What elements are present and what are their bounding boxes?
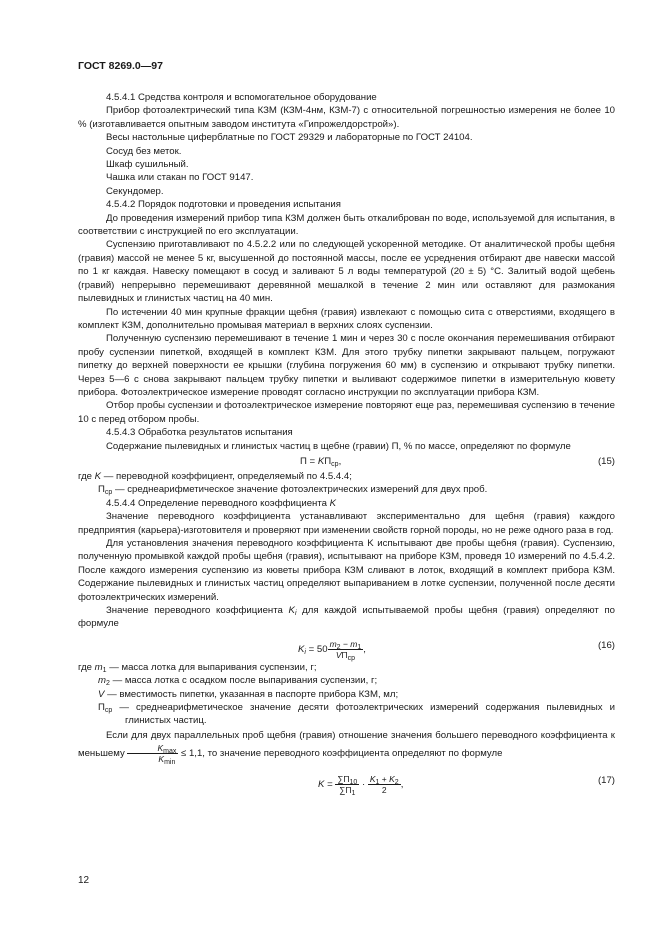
where-item: $П_{ср}$ — среднеарифметическое значение десяти фотоэлектрических измерений содержания пылевидных и глинистых частиц. [98,702,615,727]
formula-16-expression: $K_i = 50$ $\frac{m_2 - m_1}{VП_{ср}}$ , [298,638,366,662]
paragraph: Отбор пробы суспензии и фотоэлектрическое измерение повторяют еще раз, перемешивая суспензию в течение 10 с перед отбором пробы. [78,400,615,425]
formula-number: (16) [597,639,615,651]
formula-15-expression: $П = KП_{ср}$, [300,455,342,468]
where-item: V — вместимость пипетки, указанная в паспорте прибора КЗМ, мл; [98,688,399,700]
paragraph: 4.5.4.1 Средства контроля и вспомогательное оборудование [106,92,377,103]
where-item: где K — переводной коэффициент, определяемый по 4.5.4.4; [78,470,352,482]
formula-17 [78,764,615,798]
paragraph: Шкаф сушильный. [106,159,189,171]
where-item: $m_2$ — масса лотка с осадком после выпаривания суспензии, г; [98,675,378,688]
where-item: $П_{ср}$ — среднеарифметическое значение фотоэлектрических измерений для двух проб. [98,484,488,497]
paragraph: Если для двух параллельных проб щебня (гравия) отношение значения большего переводного коэффициента к меньшему $\frac{K_{max}}{K_{min}}$ ≤ 1,1, то значение переводного коэффициента определяют по формуле [78,729,615,766]
paragraph: До проведения измерений прибор типа КЗМ должен быть откалиброван по воде, используемой для испытания, в соответствии с инструкцией по его эксплуатации. [78,212,615,238]
paragraph: Значение переводного коэффициента $K_i$ для каждой испытываемой пробы щебня (гравия) определяют по формуле [78,605,615,630]
section-heading: 4.5.4.2 Порядок подготовки и проведения испытания [106,199,341,211]
formula-17-expression: K = $\frac{\sum П_{10}}{\sum П_1}$ · $\frac{K_1 + K_2}{2}$ , [318,773,404,797]
paragraph: Весы настольные циферблатные по ГОСТ 29329 и лабораторные по ГОСТ 24104. [106,132,473,144]
paragraph: Содержание пылевидных и глинистых частиц в щебне (гравии) П, % по массе, определяют по формуле [106,440,571,452]
paragraph: Секундомер. [106,185,164,197]
formula-16 [78,631,615,661]
paragraph: Суспензию приготавливают по 4.5.2.2 или по следующей ускоренной методике. От аналитической пробы щебня (гравия) массой не менее 5 кг, высушенной до постоянной массы, после ее усреднения отбирают две навески массой по 1 кг каждая. Навеску помещают в сосуд и заливают 5 л воды температурой (20 ± 5) °С. Залитый водой щебень (гравий) непрерывно перемешивают деревянной мешалкой в течение 2 мин или оставляют для размокания пылевидных и глинистых частиц на 40 мин. [78,239,615,305]
where-item: где $m_1$ — масса лотка для выпаривания суспензии, г; [78,661,317,674]
paragraph: Для установления значения переводного коэффициента K испытывают две пробы щебня (гравия). Суспензию, полученную промывкой каждой пробы щебня (гравия), испытывают на приборе КЗМ, проведя 10 измерений по 4.5.4.2. После каждого измерения суспензию из кюветы прибора КЗМ сливают в лоток, входящий в комплект прибора КЗМ. Содержание пылевидных и глинистых частиц определяют выпариванием в лотке суспензии, полученной после десяти фотоэлектрических измерений. [78,538,615,603]
paragraph: Полученную суспензию перемешивают в течение 1 мин и через 30 с после окончания перемешивания отбирают пробу суспензии пипеткой, входящей в комплект КЗМ. Для этого трубку пипетки закрывают пальцем, погружают пипетку до верхней поверхности ее крышки (глубина погружения 60 мм) в суспензию и открывают трубку пипетки. Через 5—6 с снова закрывают пальцем трубку пипетки и выливают содержимое пипетки в измерительную кювету прибора. Фотоэлектрическое измерение проводят согласно инструкции по эксплуатации прибора КЗМ. [78,333,615,398]
formula-15 [78,453,615,470]
paragraph: По истечении 40 мин крупные фракции щебня (гравия) извлекают с помощью сита с отверстиями, входящего в комплект КЗМ, дополнительно промывая материал в верхних слоях суспензии. [78,306,615,331]
paragraph: Прибор фотоэлектрический типа КЗМ (КЗМ-4нм, КЗМ-7) с относительной погрешностью измерения не более 10 % (изготавливается опытным заводом института «Гипрожелдорстрой»). [78,105,615,130]
page-number: 12 [78,875,90,886]
paragraph: Значение переводного коэффициента устанавливают экспериментально для щебня (гравия) каждого предприятия (карьера)-изготовителя и проверяют при изменении свойств горной породы, но не реже одного раза в год. [78,511,615,536]
formula-number: (17) [597,774,615,786]
document-body [78,91,615,798]
paragraph: Сосуд без меток. [106,145,182,157]
formula-number: (15) [597,455,615,467]
document-header: ГОСТ 8269.0—97 [78,60,163,72]
paragraph: Чашка или стакан по ГОСТ 9147. [106,172,254,184]
section-heading: 4.5.4.3 Обработка результатов испытания [106,427,293,439]
section-heading: 4.5.4.4 Определение переводного коэффициента K [106,497,337,509]
